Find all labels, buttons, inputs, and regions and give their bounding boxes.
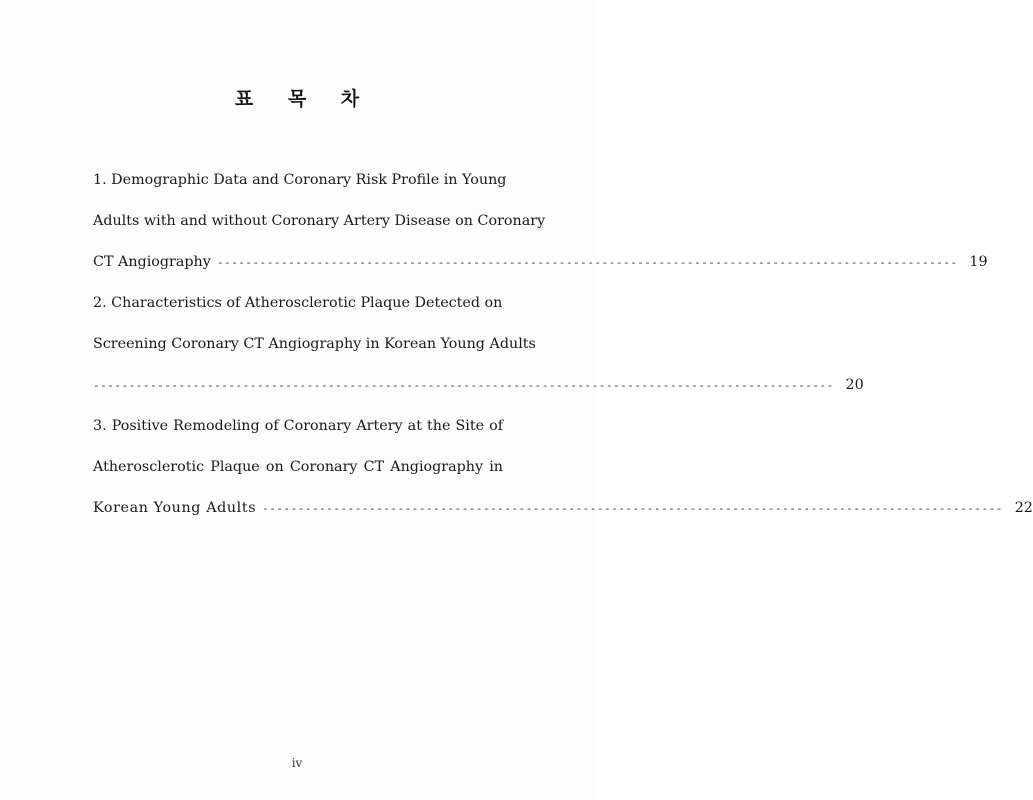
entry-3-page-number: 22 [1014, 500, 1033, 516]
dot-leader: -------------------------------------------------------------------------------------------------------- [216, 256, 958, 269]
entry-2-line-1: 2. Characteristics of Atherosclerotic Plaque Detected on [93, 295, 503, 311]
entry-2-leader-row [93, 371, 864, 412]
entry-3-line-1: 3. Positive Remodeling of Coronary Artery at the Site of [93, 418, 503, 434]
dot-leader: -------------------------------------------------------------------------------------------------------- [262, 502, 1003, 515]
entry-1-page-number: 19 [969, 254, 988, 270]
page-number-footer: iv [291, 756, 303, 770]
entry-3-leader-row [93, 494, 1033, 535]
entry-2-page-number: 20 [845, 377, 864, 393]
table-entry-1[interactable] [93, 166, 988, 289]
entry-1-line-2: Adults with and without Coronary Artery Disease on Coronary [93, 213, 546, 229]
entry-1-line-1: 1. Demographic Data and Coronary Risk Profile in Young [93, 172, 507, 188]
table-entry-3[interactable] [93, 412, 1033, 535]
page-title: 표 목 차 [234, 88, 374, 110]
table-entry-2[interactable] [93, 289, 864, 412]
dot-leader: -------------------------------------------------------------------------------------------------------- [93, 379, 834, 392]
entry-2-line-2: Screening Coronary CT Angiography in Korean Young Adults [93, 336, 536, 352]
table-list [93, 166, 1033, 535]
entry-3-last-line: Korean Young Adults [93, 500, 257, 516]
entry-1-last-line: CT Angiography [93, 254, 211, 270]
entry-3-line-2: Atherosclerotic Plaque on Coronary CT Angiography in [93, 459, 503, 475]
entry-1-leader-row [93, 248, 988, 289]
